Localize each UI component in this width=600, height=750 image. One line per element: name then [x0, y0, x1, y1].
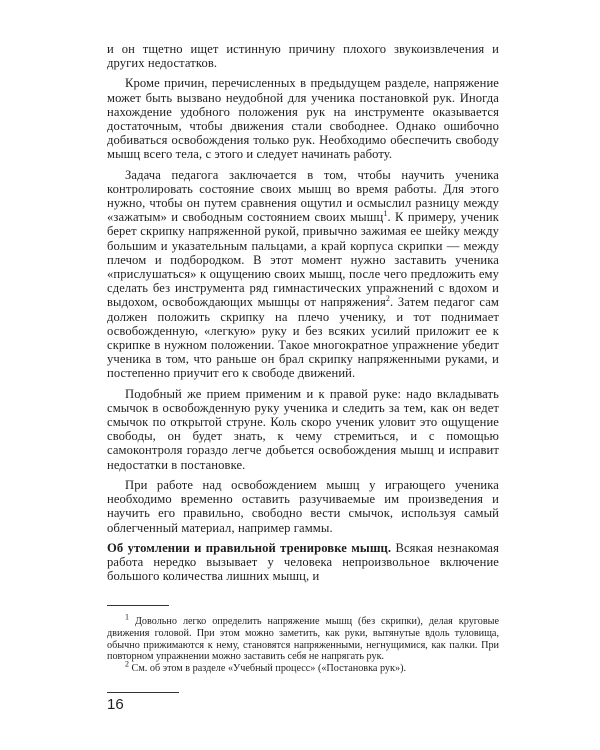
paragraph-5-text: При работе над освобождением мышц у играющего ученика необходимо временно оставить разучиваемые им произведения и научить его правильно, свободно вести смычок, используя самый облегченный материал, например гаммы.	[107, 477, 499, 535]
footnote-ref-2: 2	[385, 294, 391, 304]
paragraph-6-text: Всякая незнакомая работа нередко вызывает у человека непроизвольное включение большого количества лишних мышц, и	[107, 540, 500, 584]
footnote-1-marker: 1	[125, 612, 129, 622]
paragraph-2	[107, 76, 499, 161]
paragraph-5	[107, 478, 499, 535]
page-number-divider	[107, 692, 179, 693]
footnote-ref-1: 1	[383, 209, 388, 219]
footnote-2-text: См. об этом в разделе «Учебный процесс» («Постановка рук»).	[129, 663, 407, 675]
paragraph-2-text: Кроме причин, перечисленных в предыдущем разделе, напряжение может быть вызвано неудобной для ученика постановкой рук. Иногда нахождение удобного положения рук на инструменте оказывается достаточным, чтобы движения стали свободнее. Однако ошибочно добиваться освобождения только рук. Необходимо обеспечить свободу мышц всего тела, с этого и следует начинать работу.	[107, 76, 499, 162]
footnote-2-marker: 2	[125, 659, 129, 669]
paragraph-3-text-a: Задача педагога заключается в том, чтобы научить ученика контролировать состояние своих мышц во время работы. Для этого нужно, чтобы он путем сравнения ощутил и осмыслил разницу между «зажатым» и свободным состоянием своих мышц	[107, 167, 499, 225]
main-text	[107, 42, 499, 589]
footnote-divider	[107, 605, 169, 606]
paragraph-6	[107, 541, 499, 584]
paragraph-4	[107, 387, 499, 472]
paragraph-3-text-b: . К примеру, ученик берет скрипку напряженной рукой, привычно зажимая ее шейку между большим и указательным пальцами, а край корпуса скрипки — между плечом и подбородком. В этот момент нужно заставить ученика «прислушаться» к ощущению своих мышц, после чего предложить ему сделать без инструмента ряд гимнастических упражнений с вдохом и выдохом, освобождающих мышцы от напряжения	[107, 210, 499, 310]
footnotes	[107, 612, 499, 675]
footnote-1-text: Довольно легко определить напряжение мышц (без скрипки), делая круговые движения головой. При этом можно заметить, как руки, вытянутые вдоль туловища, обычно прижимаются к нему, становятся напряженными, негнущимися, как палки. При повторном упражнении можно заставить себя не напрягать рук.	[107, 616, 499, 663]
footnote-2	[107, 659, 499, 675]
paragraph-3	[107, 168, 499, 381]
paragraph-4-text: Подобный же прием применим и к правой руке: надо вкладывать смычок в освобожденную руку ученика и следить за тем, как он ведет смычок по открытой струне. Коль скоро ученик уловит это ощущение свободы, он будет знать, к чему стремиться, и с помощью самоконтроля гораздо легче добьется освобождения мышц и исправит недостатки в постановке.	[107, 386, 499, 472]
page-number: 16	[107, 696, 124, 713]
section-heading: Об утомлении и правильной тренировке мышц.	[107, 540, 392, 555]
paragraph-1-text: и он тщетно ищет истинную причину плохого звукоизвлечения и других недостатков.	[107, 42, 499, 71]
paragraph-1	[107, 42, 499, 70]
footnote-1	[107, 612, 499, 663]
paragraph-3-text-c: . Затем педагог сам должен положить скрипку на плечо ученику, и тот поднимает освобожденную, «легкую» руку и без всяких усилий приложит ее к скрипке в нужном положении. Такое многократное упражнение убедит ученика в том, что раньше он брал скрипку напряженными руками, и постепенно приучит его к свободе движений.	[107, 295, 499, 381]
